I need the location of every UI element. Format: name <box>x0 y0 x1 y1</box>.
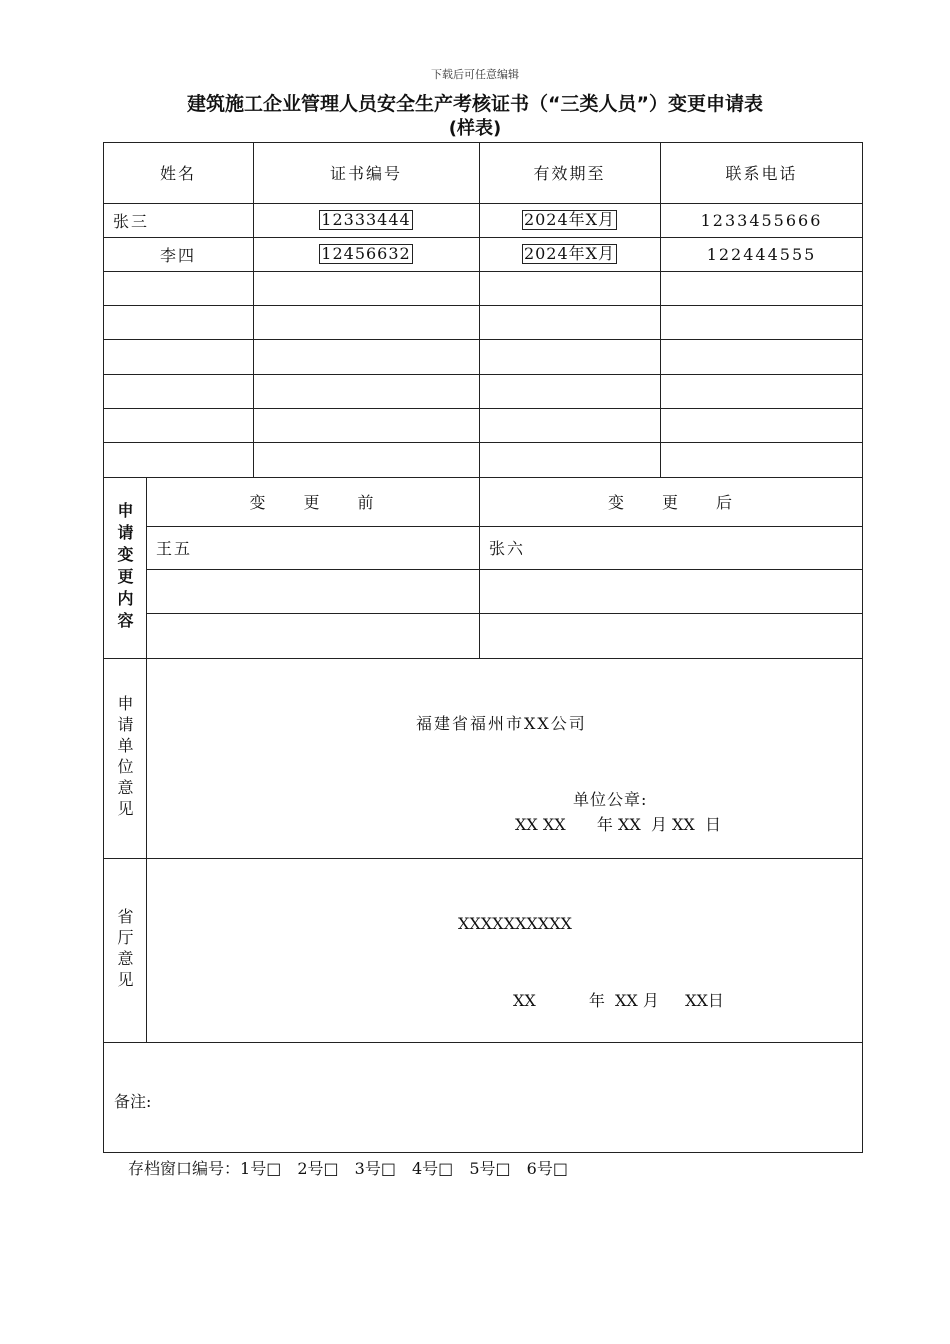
remarks-label: 备注: <box>114 1092 152 1111</box>
row2-phone: 122444555 <box>706 244 817 264</box>
top-note: 下载后可任意编辑 <box>431 68 519 81</box>
unit-opinion-side-label-text: 申请单位意见 <box>115 695 134 821</box>
grid-line <box>103 1042 863 1043</box>
change-after-header: 变 更 后 <box>607 493 734 512</box>
archive-window-1[interactable]: 1号□ <box>240 1159 282 1178</box>
row1-cert-cell <box>253 203 479 237</box>
archive-window-2[interactable]: 2号□ <box>297 1159 339 1178</box>
archive-window-6[interactable]: 6号□ <box>526 1159 568 1178</box>
grid-line <box>103 658 863 659</box>
grid-line <box>146 613 863 614</box>
province-opinion-side-label-text: 省厅意见 <box>115 908 134 992</box>
form-table <box>103 142 863 1153</box>
row1-name: 张三 <box>113 211 150 231</box>
grid-line <box>103 442 863 443</box>
change-before-value-1: 王五 <box>156 539 193 558</box>
unit-date: XX XX 年 XX 月 XX 日 <box>515 815 721 834</box>
grid-line <box>103 271 863 272</box>
row2-valid-until: 2024年X月 <box>523 244 616 263</box>
province-opinion-side-label <box>103 858 146 1042</box>
unit-company: 福建省福州市XX公司 <box>416 714 587 733</box>
row1-valid-until: 2024年X月 <box>523 210 616 229</box>
archive-window-row <box>128 1156 568 1179</box>
header-name: 姓名 <box>159 164 196 183</box>
change-side-label <box>103 477 146 658</box>
grid-line <box>103 339 863 340</box>
grid-line <box>103 374 863 375</box>
row2-valid-cell <box>479 237 660 271</box>
change-side-label-text: 申请变更内容 <box>115 501 134 634</box>
header-valid-until: 有效期至 <box>533 164 606 183</box>
row2-name: 李四 <box>159 245 196 265</box>
unit-seal-label: 单位公章: <box>573 790 648 809</box>
row1-phone: 1233455666 <box>700 210 823 230</box>
province-date: XX 年 XX 月 XX日 <box>513 991 724 1010</box>
unit-opinion-side-label <box>103 658 146 858</box>
page-title: 建筑施工企业管理人员安全生产考核证书（“三类人员”）变更申请表 <box>187 93 763 115</box>
archive-window-3[interactable]: 3号□ <box>354 1159 396 1178</box>
row1-valid-cell <box>479 203 660 237</box>
change-before-header: 变 更 前 <box>249 493 376 512</box>
archive-label: 存档窗口编号： <box>128 1159 241 1178</box>
province-content: XXXXXXXXXX <box>458 914 572 933</box>
archive-window-4[interactable]: 4号□ <box>412 1159 454 1178</box>
archive-window-5[interactable]: 5号□ <box>469 1159 511 1178</box>
grid-line <box>103 858 863 859</box>
row1-cert-number: 12333444 <box>321 210 411 229</box>
page-subtitle: (样表) <box>448 118 502 139</box>
grid-line <box>146 569 863 570</box>
header-cert-number: 证书编号 <box>329 164 402 183</box>
change-after-value-1: 张六 <box>489 539 526 558</box>
header-phone: 联系电话 <box>725 164 798 183</box>
grid-line <box>103 305 863 306</box>
row2-cert-cell <box>253 237 479 271</box>
row2-cert-number: 12456632 <box>321 244 411 263</box>
grid-line <box>103 408 863 409</box>
